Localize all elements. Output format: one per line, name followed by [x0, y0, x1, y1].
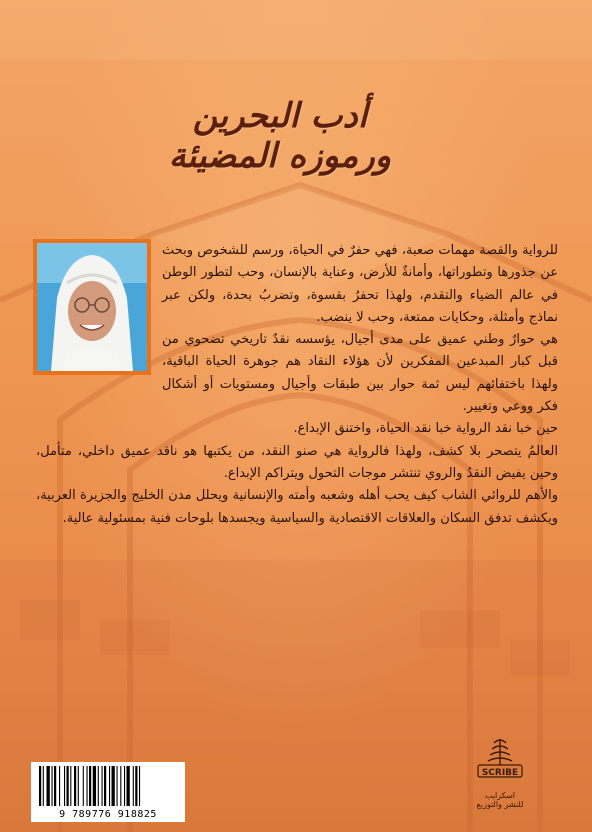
barcode-bars [37, 766, 179, 806]
back-cover-blurb [36, 240, 558, 530]
scribe-emblem-icon [468, 735, 532, 787]
blurb-paragraph: والأهم للروائي الشاب كيف يحب أهله وشعبه وأمته والإنسانية ويحلل مدن الخليج والجزيرة العربية، ويكشف تدفق السكان والعلاقات الاقتصادية والسياسية ويجسدها بلوحات فنية بمسئولية عالية. [36, 488, 558, 526]
publisher-logo [468, 735, 532, 815]
publisher-subtitle-arabic: للنشر والتوزيع [476, 800, 524, 809]
isbn-barcode [31, 762, 185, 822]
isbn-number: 9 789776 918825 [59, 809, 157, 820]
publisher-logo-text: SCRIBE [481, 768, 519, 778]
book-title [150, 96, 410, 176]
blurb-paragraph: العالمُ يتصحر بلا كشف، ولهذا فالرواية هي صنو النقد، من يكتبها هو ناقد عميق داخلي، متأمل، وحين يفيض النقدُ والروي تنتشر موجات التحول ويتراكم الإبداع. [36, 443, 558, 481]
blurb-paragraph [36, 240, 558, 329]
photo-text-wrap-spacer [36, 240, 162, 386]
publisher-name-arabic: اسكرايب [484, 791, 516, 800]
title-line-2: ورموزه المضيئة [168, 136, 392, 176]
title-line-1: أدب البحرين [192, 96, 368, 136]
blurb-paragraph-text: للرواية والقصة مهمات صعبة، فهي حفرٌ في الحياة، ورسم للشخوص وبحث عن جذورها وتطوراتها، وأمانةٌ للأرض، وعناية بالإنسان، وحب لتطور الوطن في عالم الضياء والتقدم، ولهذا تحفرُ بقسوة، وتضربُ بحدة، ولكن عبر نماذج وأمثلة، وحكايات ممتعة، وحب لا ينضب. [162, 243, 558, 325]
blurb-paragraph: حين خبا نقد الرواية خبا نقد الحياة، واختنق الإبداع. [293, 421, 558, 437]
blurb-paragraph: هي حوارٌ وطني عميق على مدى أجيال، يؤسسه نقدٌ تاريخي تضحوي من قبل كبار المبدعين المفكرين لأن هؤلاء النقاد هم جوهرة الحياة الباقية، ولهذا باختفائهم ليس ثمة حوار بين طبقات وأجيال ومستويات أو أشكال فكر ووعي وتغيير. [162, 332, 558, 415]
